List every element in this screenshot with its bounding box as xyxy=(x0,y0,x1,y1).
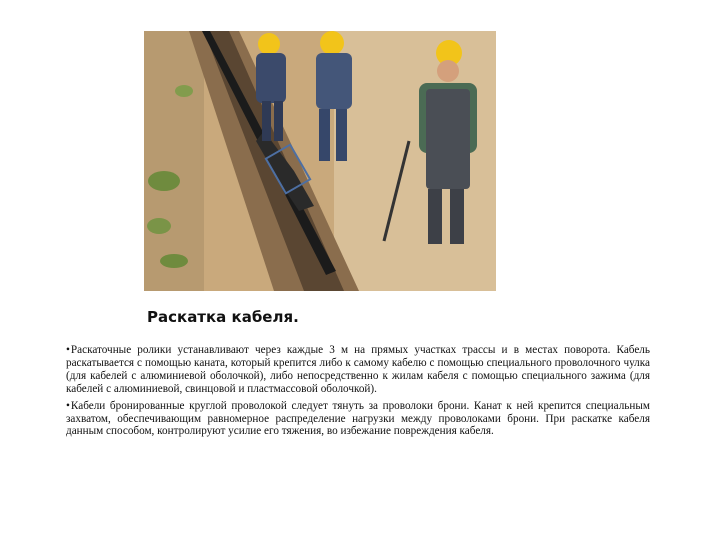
worker-leg xyxy=(450,189,464,244)
bullet: • xyxy=(66,344,70,356)
plant xyxy=(147,218,171,234)
hard-hat xyxy=(258,33,280,55)
cable-laying-photo xyxy=(144,31,496,291)
worker-leg xyxy=(319,109,330,161)
paragraph-armored-cables xyxy=(66,400,650,439)
photo-illustration xyxy=(144,31,496,291)
plant xyxy=(148,171,180,191)
face xyxy=(437,60,459,82)
bullet: • xyxy=(66,399,70,412)
worker-leg xyxy=(428,189,442,244)
overalls xyxy=(426,89,470,189)
worker-leg xyxy=(262,101,271,141)
paragraph-rollers xyxy=(66,344,650,396)
slide-title: Раскатка кабеля. xyxy=(147,308,299,326)
body-text xyxy=(66,344,650,442)
worker-body xyxy=(256,53,286,103)
worker-leg xyxy=(274,101,283,141)
worker-body xyxy=(316,53,352,109)
paragraph-text: Раскаточные ролики устанавливают через каждые 3 м на прямых участках трассы и в местах поворота. Кабель раскатывается с помощью каната, который крепится либо к самому кабелю с помощью специального проволочного чулка (для кабелей с алюминиевой оболочкой), либо непосредственно к жилам кабеля с помощью специального зажима (для кабелей с алюминиевой, свинцовой и пластмассовой оболочкой). xyxy=(66,344,650,395)
worker-leg xyxy=(336,109,347,161)
plant xyxy=(175,85,193,97)
paragraph-text: Кабели бронированные круглой проволокой следует тянуть за проволоки брони. Канат к ней крепится специальным захватом, обеспечивающим равномерное распределение нагрузки между проволоками брони. При раскатке кабеля данным способом, контролируют усилие его тяжения, во избежание повреждения кабеля. xyxy=(66,399,650,438)
plant xyxy=(160,254,188,268)
hard-hat xyxy=(320,31,344,55)
sand-right xyxy=(334,31,496,291)
left-bank xyxy=(144,31,204,291)
